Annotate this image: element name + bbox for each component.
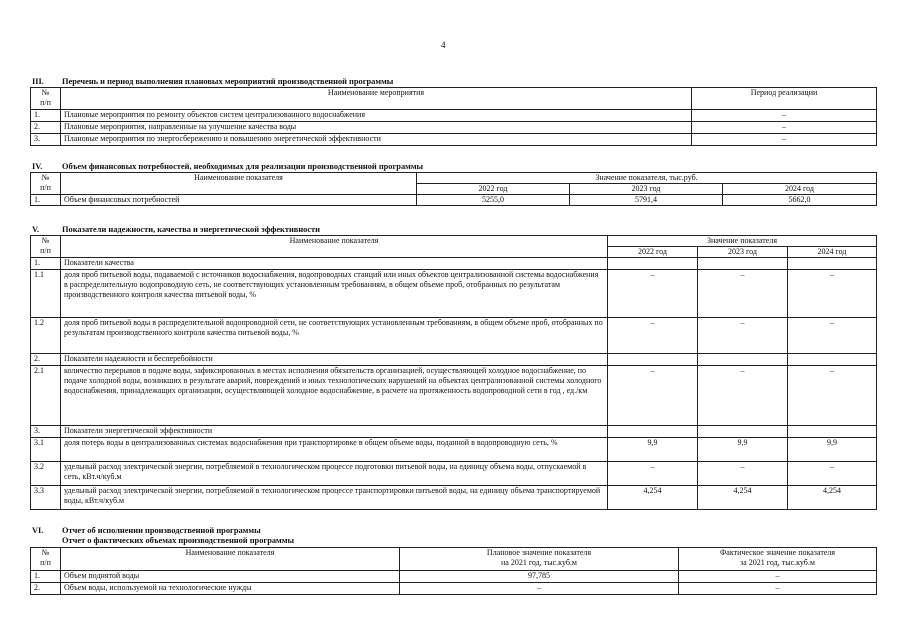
row-value-2024: – — [788, 462, 877, 486]
row-period: – — [692, 110, 877, 122]
header-plan: Плановое значение показателя на 2021 год, тыс.куб.м — [400, 548, 679, 571]
header-year-2024: 2024 год — [788, 247, 877, 258]
row-value-2023: 5791,4 — [570, 195, 723, 206]
table-row — [31, 583, 877, 595]
row-value-2023: – — [698, 366, 788, 426]
header-name: Наименование показателя — [61, 173, 417, 195]
row-name: Плановые мероприятия по ремонту объектов систем централизованного водоснабжения — [61, 110, 692, 122]
table-row — [31, 366, 877, 426]
row-no: 3.3 — [31, 486, 61, 510]
section-5-title: Показатели надежности, качества и энергетической эффективности — [62, 225, 320, 234]
row-value-2022: – — [608, 366, 698, 426]
row-name: Показатели качества — [61, 258, 608, 270]
row-no: 2. — [31, 583, 61, 595]
table-indicators — [30, 235, 877, 510]
section-6-heading — [32, 526, 261, 537]
row-name: Плановые мероприятия, направленные на улучшение качества воды — [61, 122, 692, 134]
row-no: 2.1 — [31, 366, 61, 426]
row-fact: – — [679, 571, 877, 583]
header-no: № п/п — [31, 88, 61, 110]
header-name: Наименование показателя — [61, 236, 608, 258]
row-no: 2. — [31, 122, 61, 134]
header-value: Значение показателя, тыс.руб. — [417, 173, 877, 184]
table-row — [31, 134, 877, 146]
section-5-number: V. — [32, 225, 40, 234]
row-name: Плановые мероприятия по энергосбережению и повышению энергетической эффективности — [61, 134, 692, 146]
row-plan: – — [400, 583, 679, 595]
row-period: – — [692, 134, 877, 146]
table-row-group — [31, 354, 877, 366]
row-no: 2. — [31, 354, 61, 366]
row-value-2023: 4,254 — [698, 486, 788, 510]
row-name: Показатели надежности и бесперебойности — [61, 354, 608, 366]
table-row-group — [31, 426, 877, 438]
section-6-number: VI. — [32, 526, 44, 535]
section-6-title: Отчет об исполнении производственной программы — [62, 526, 261, 535]
header-value: Значение показателя — [608, 236, 877, 247]
row-value-2024: – — [788, 318, 877, 354]
row-value-2024: 5662,0 — [723, 195, 877, 206]
row-name: доля проб питьевой воды, подаваемой с источников водоснабжения, водопроводных станций или иных объектов централизованной системы водоснабжения в распределительную водопроводную сеть, не соответствующих установленным требованиям, в общем объеме проб, отобранных по результатам производственного контроля качества питьевой воды, % — [61, 270, 608, 318]
row-value-2022: – — [608, 462, 698, 486]
section-3-number: III. — [32, 77, 44, 86]
header-year-2024: 2024 год — [723, 184, 877, 195]
header-name: Наименование показателя — [61, 548, 400, 571]
row-no: 3. — [31, 134, 61, 146]
table-row — [31, 122, 877, 134]
row-no: 3.2 — [31, 462, 61, 486]
header-no: № п/п — [31, 173, 61, 195]
header-name: Наименование мероприятия — [61, 88, 692, 110]
row-name: Объем воды, используемой на технологические нужды — [61, 583, 400, 595]
row-value-2022: 9,9 — [608, 438, 698, 462]
row-no: 1. — [31, 571, 61, 583]
table-row — [31, 110, 877, 122]
row-value-2023: – — [698, 270, 788, 318]
row-plan: 97,785 — [400, 571, 679, 583]
row-value-2024: – — [788, 270, 877, 318]
header-year-2023: 2023 год — [698, 247, 788, 258]
table-row-group — [31, 258, 877, 270]
page-number: 4 — [441, 40, 446, 50]
row-no: 1. — [31, 110, 61, 122]
header-no: № п/п — [31, 548, 61, 571]
row-value-2023: – — [698, 318, 788, 354]
table-row — [31, 195, 877, 206]
table-row — [31, 270, 877, 318]
table-row — [31, 318, 877, 354]
row-no: 3. — [31, 426, 61, 438]
row-no: 1. — [31, 195, 61, 206]
row-no: 1. — [31, 258, 61, 270]
row-value-2022: – — [608, 270, 698, 318]
row-no: 1.1 — [31, 270, 61, 318]
row-name: Объем финансовых потребностей — [61, 195, 417, 206]
table-row — [31, 571, 877, 583]
section-3-heading — [32, 77, 393, 88]
header-no: № п/п — [31, 236, 61, 258]
row-value-2022: 4,254 — [608, 486, 698, 510]
header-fact: Фактическое значение показателя за 2021 год, тыс.куб.м — [679, 548, 877, 571]
row-name: Показатели энергетической эффективности — [61, 426, 608, 438]
section-5-heading — [32, 225, 320, 236]
table-row — [31, 462, 877, 486]
row-name: удельный расход электрической энергии, потребляемой в технологическом процессе транспортировки питьевой воды, на единицу объема транспортируемой воды, кВт.ч/куб.м — [61, 486, 608, 510]
row-value-2022: – — [608, 318, 698, 354]
row-name: количество перерывов в подаче воды, зафиксированных в местах исполнения обязательств организацией, осуществляющей холодное водоснабжение, по подаче холодной воды, возникших в результате аварий, повреждений и иных технологических нарушений на объектах централизованной системы холодного водоснабжения, принадлежащих организации, осуществляющей холодное водоснабжение, в расчете на протяженность водопроводной сети в год , ед./км — [61, 366, 608, 426]
row-name: доля потерь воды в централизованных системах водоснабжения при транспортировке в общем объеме воды, поданной в водопроводную сеть, % — [61, 438, 608, 462]
section-3-title: Перечень и период выполнения плановых мероприятий производственной программы — [62, 77, 394, 86]
row-value-2023: 9,9 — [698, 438, 788, 462]
header-year-2022: 2022 год — [608, 247, 698, 258]
header-period: Период реализации — [692, 88, 877, 110]
table-row — [31, 438, 877, 462]
row-no: 1.2 — [31, 318, 61, 354]
row-value-2024: 4,254 — [788, 486, 877, 510]
table-report — [30, 547, 877, 595]
row-fact: – — [679, 583, 877, 595]
row-no: 3.1 — [31, 438, 61, 462]
table-financial — [30, 172, 877, 206]
row-name: доля проб питьевой воды в распределительной водопроводной сети, не соответствующих установленным требованиям, в общем объеме проб, отобранных по результатам производственного контроля качества питьевой воды, % — [61, 318, 608, 354]
header-year-2023: 2023 год — [570, 184, 723, 195]
row-value-2024: 9,9 — [788, 438, 877, 462]
section-4-title: Объем финансовых потребностей, необходимых для реализации производственной программы — [62, 162, 424, 171]
row-value-2023: – — [698, 462, 788, 486]
row-name: удельный расход электрической энергии, потребляемой в технологическом процессе подготовки питьевой воды, на единицу объема воды, отпускаемой в сеть, кВт.ч/куб.м — [61, 462, 608, 486]
row-period: – — [692, 122, 877, 134]
row-name: Объем поднятой воды — [61, 571, 400, 583]
row-value-2022: 5255,0 — [417, 195, 570, 206]
table-activities — [30, 87, 877, 146]
section-6-subtitle: Отчет о фактических объемах производственной программы — [62, 536, 294, 545]
row-value-2024: – — [788, 366, 877, 426]
section-4-number: IV. — [32, 162, 43, 171]
section-4-heading — [32, 162, 423, 173]
header-year-2022: 2022 год — [417, 184, 570, 195]
table-row — [31, 486, 877, 510]
